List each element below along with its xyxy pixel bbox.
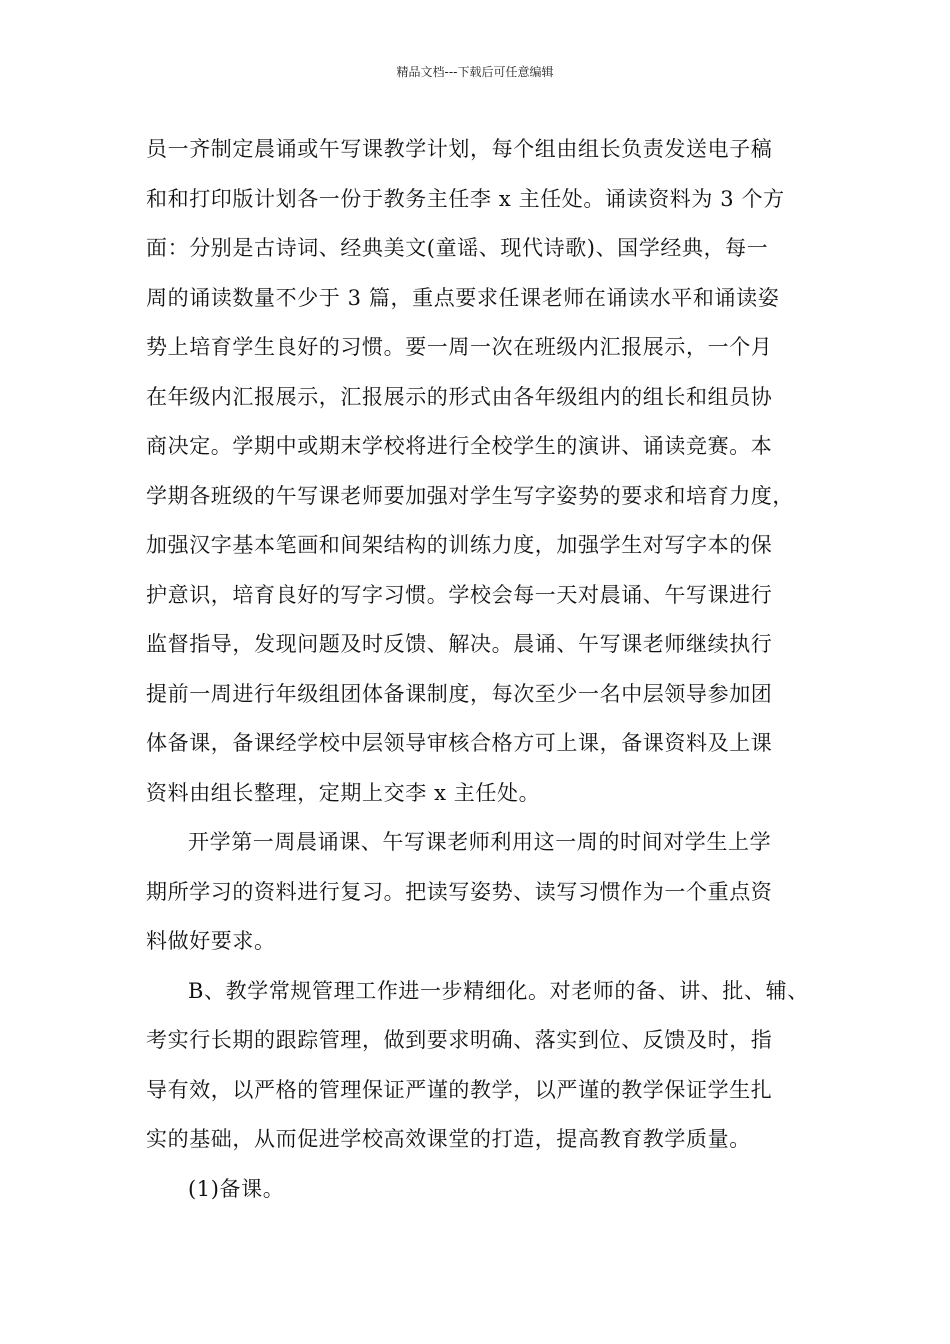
- text-line: 员一齐制定晨诵或午写课教学计划，每个组由组长负责发送电子稿: [146, 137, 773, 161]
- text-line: 和和打印版计划各一份于教务主任李 x 主任处。诵读资料为 3 个方: [146, 186, 785, 211]
- text-line: 周的诵读数量不少于 3 篇，重点要求任课老师在诵读水平和诵读姿: [146, 285, 780, 310]
- text-line: 面：分别是古诗词、经典美文(童谣、现代诗歌)、国学经典，每一: [146, 236, 769, 260]
- text-line: 开学第一周晨诵课、午写课老师利用这一周的时间对学生上学: [188, 830, 772, 854]
- document-body: [146, 125, 818, 1214]
- text-line: 在年级内汇报展示，汇报展示的形式由各年级组内的组长和组员协: [146, 384, 773, 409]
- text-line: 体备课，备课经学校中层领导审核合格方可上课，备课资料及上课: [146, 731, 773, 755]
- text-line: 学期各班级的午写课老师要加强对学生写字姿势的要求和培育力度，: [146, 483, 794, 508]
- text-line: 料做好要求。: [146, 929, 276, 953]
- text-line: 护意识，培育良好的写字习惯。学校会每一天对晨诵、午写课进行: [146, 582, 773, 607]
- paragraph-1: [146, 125, 818, 818]
- text-line: 商决定。学期中或期末学校将进行全校学生的演讲、诵读竞赛。本: [146, 434, 773, 458]
- text-line: 提前一周进行年级组团体备课制度，每次至少一名中层领导参加团: [146, 681, 773, 706]
- text-line: 加强汉字基本笔画和间架结构的训练力度，加强学生对写字本的保: [146, 533, 773, 557]
- text-line: 资料由组长整理，定期上交李 x 主任处。: [146, 780, 541, 805]
- page-header: 精品文档---下载后可任意编辑: [396, 65, 554, 79]
- paragraph-2: [146, 818, 818, 967]
- text-line: 考实行长期的跟踪管理，做到要求明确、落实到位、反馈及时，指: [146, 1028, 773, 1052]
- text-line: 导有效，以严格的管理保证严谨的教学，以严谨的教学保证学生扎: [146, 1077, 773, 1102]
- text-line: B、教学常规管理工作进一步精细化。对老师的备、讲、批、辅、: [188, 978, 809, 1003]
- paragraph-4: [146, 1165, 818, 1215]
- paragraph-3: [146, 967, 818, 1165]
- text-line: 监督指导，发现问题及时反馈、解决。晨诵、午写课老师继续执行: [146, 632, 773, 656]
- section-heading: (1)备课。: [188, 1176, 285, 1201]
- text-line: 期所学习的资料进行复习。把读写姿势、读写习惯作为一个重点资: [146, 879, 773, 904]
- text-line: 势上培育学生良好的习惯。要一周一次在班级内汇报展示，一个月: [146, 335, 773, 359]
- text-line: 实的基础，从而促进学校高效课堂的打造，提高教育教学质量。: [146, 1127, 751, 1151]
